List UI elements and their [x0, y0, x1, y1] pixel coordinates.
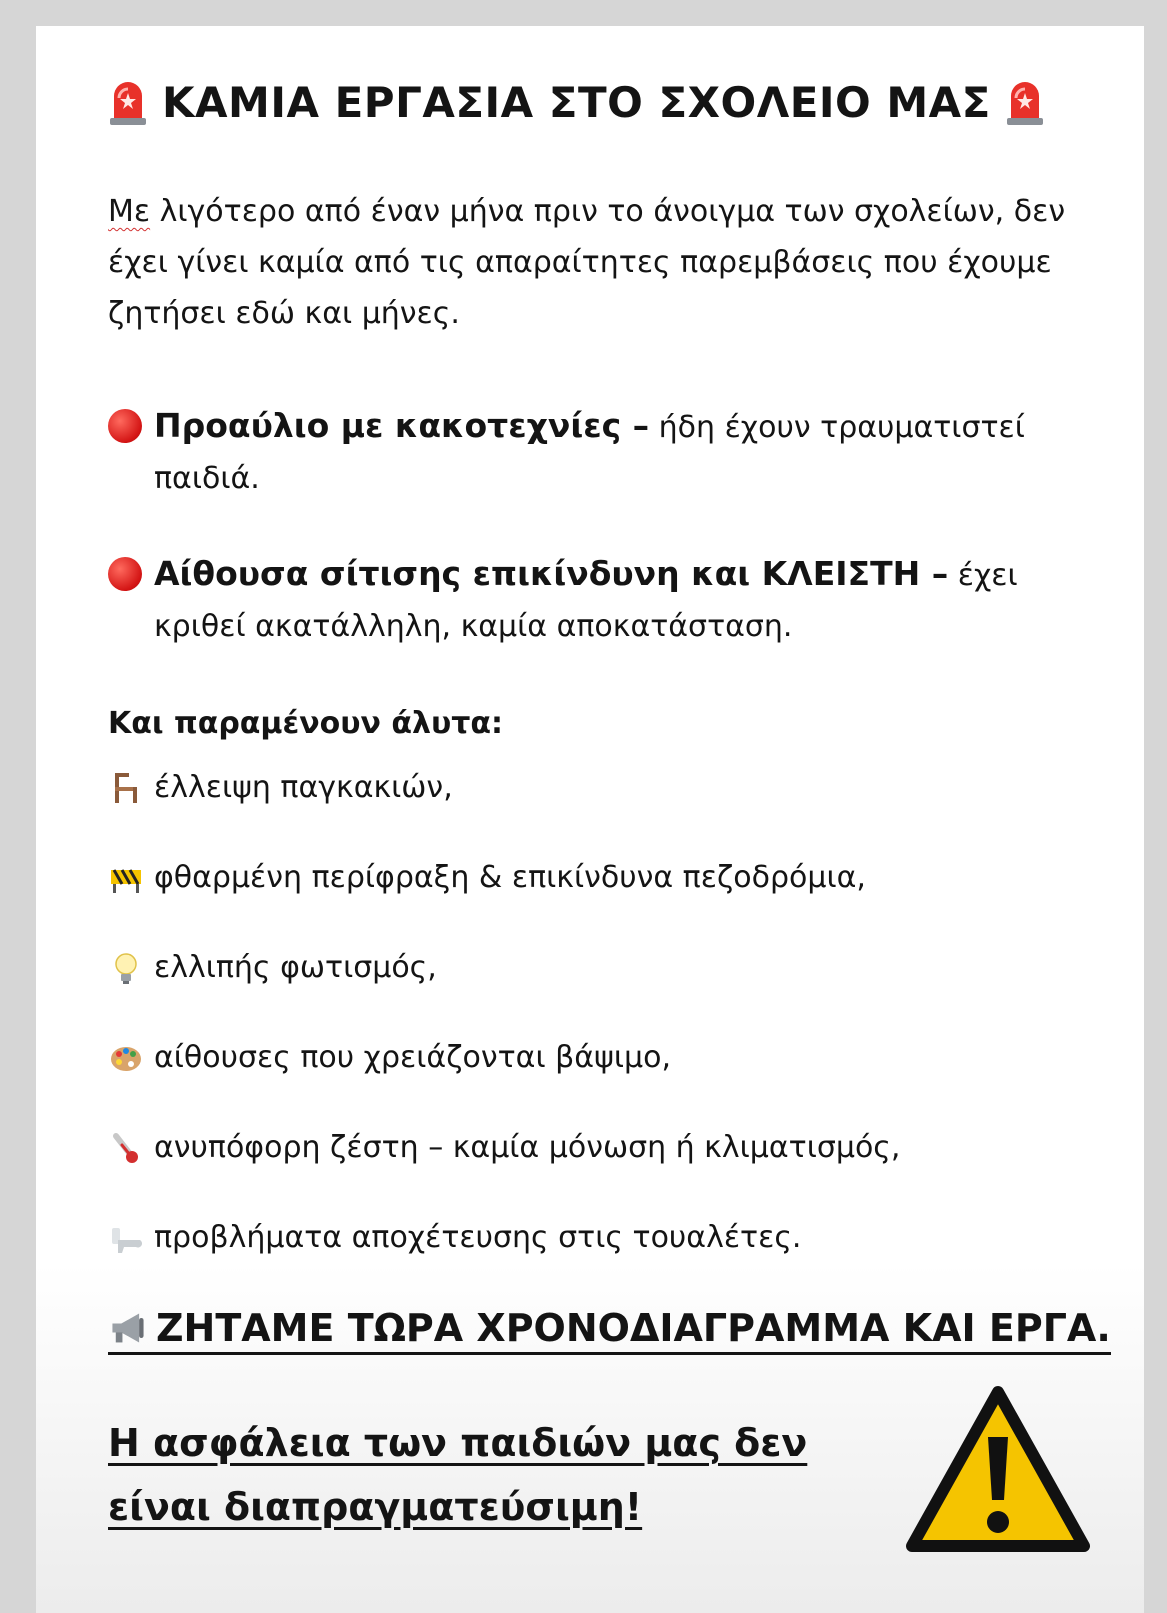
list-item: [108, 1212, 801, 1263]
warning-sign-icon: [904, 1382, 1092, 1558]
bullet-headline: Αίθουσα σίτισης επικίνδυνη και ΚΛΕΙΣΤΗ –: [154, 554, 949, 593]
light-bulb-icon: [108, 950, 144, 986]
siren-icon: [108, 80, 148, 126]
bullet-content: [154, 548, 1118, 652]
intro-text: λιγότερο από έναν μήνα πριν το άνοιγμα των σχολείων, δεν έχει γίνει καμία από τις απαραίτητες παρεμβάσεις που έχουμε ζητήσει εδώ και μήνες.: [108, 194, 1066, 331]
list-item: [108, 1032, 671, 1083]
toilet-icon: [108, 1220, 144, 1256]
list-item-text: προβλήματα αποχέτευσης στις τουαλέτες.: [154, 1220, 802, 1255]
bullet-headline: Προαύλιο με κακοτεχνίες –: [154, 406, 650, 445]
list-item-text: αίθουσες που χρειάζονται βάψιμο,: [154, 1040, 671, 1075]
megaphone-icon: [108, 1308, 148, 1348]
paint-palette-icon: [108, 1040, 144, 1076]
siren-icon: [1005, 80, 1045, 126]
bullet-detail: ήδη έχουν τραυματιστεί παιδιά.: [154, 410, 1025, 496]
list-item-text: φθαρμένη περίφραξη & επικίνδυνα πεζοδρόμια,: [154, 860, 866, 895]
thermometer-icon: [108, 1130, 144, 1166]
safety-text: Η ασφάλεια των παιδιών μας δεν είναι διαπραγματεύσιμη!: [108, 1421, 808, 1529]
red-circle-icon: [108, 409, 142, 443]
list-item: [108, 852, 866, 903]
list-item: [108, 942, 437, 993]
list-item-text: ελλιπής φωτισμός,: [154, 950, 437, 985]
title-text: ΚΑΜΙΑ ΕΡΓΑΣΙΑ ΣΤΟ ΣΧΟΛΕΙΟ ΜΑΣ: [162, 78, 991, 127]
spellcheck-word: Με: [108, 194, 151, 229]
call-to-action: [108, 1306, 1111, 1355]
list-item: [108, 762, 453, 813]
list-item: [108, 1122, 900, 1173]
chair-icon: [108, 770, 144, 806]
intro-paragraph: [108, 186, 1068, 339]
construction-barrier-icon: [108, 860, 144, 896]
post-card: [36, 26, 1144, 1613]
cta-text: ΖΗΤΑΜΕ ΤΩΡΑ ΧΡΟΝΟΔΙΑΓΡΑΜΜΑ ΚΑΙ ΕΡΓΑ.: [156, 1306, 1111, 1350]
list-item-text: έλλειψη παγκακιών,: [154, 770, 453, 805]
bullet-yard: [108, 400, 1098, 504]
red-circle-icon: [108, 557, 142, 591]
issues-heading: Και παραμένουν άλυτα:: [108, 706, 503, 741]
bullet-content: [154, 400, 1098, 504]
bullet-dining-room: [108, 548, 1118, 652]
bullet-detail: έχει κριθεί ακατάλληλη, καμία αποκατάσταση.: [154, 558, 1018, 644]
safety-statement: [108, 1411, 868, 1539]
list-item-text: ανυπόφορη ζέστη – καμία μόνωση ή κλιματισμός,: [154, 1130, 901, 1165]
post-title: [108, 78, 1045, 127]
